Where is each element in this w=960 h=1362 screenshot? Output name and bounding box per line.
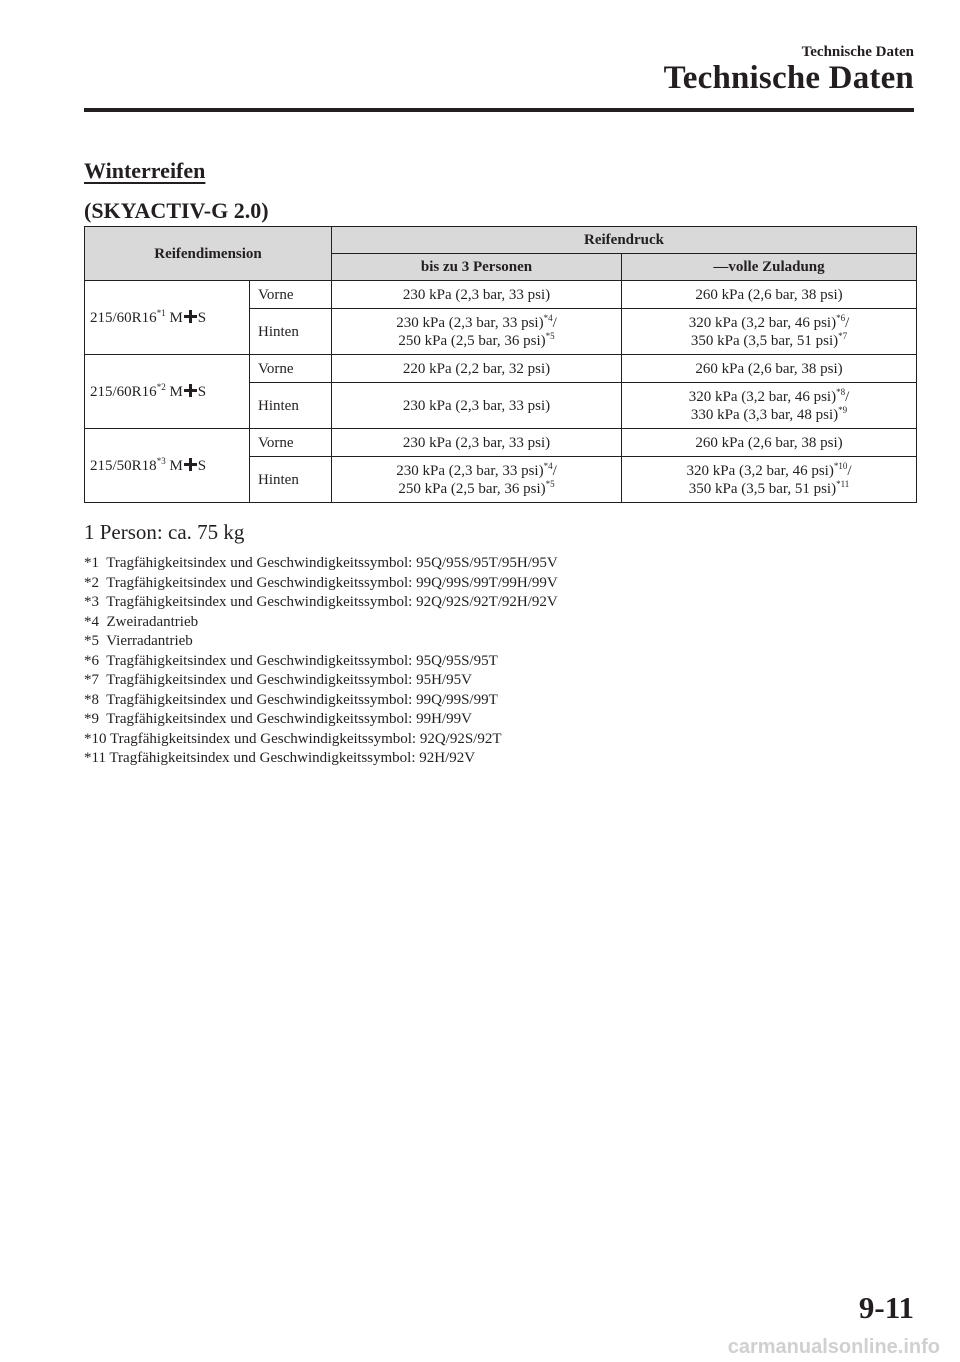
footnote-ref: *9 bbox=[838, 404, 848, 415]
header-up-to-3-persons: bis zu 3 Personen bbox=[332, 254, 622, 281]
table-row bbox=[85, 429, 917, 457]
pressure-value: 350 kPa (3,5 bar, 51 psi) bbox=[690, 332, 839, 349]
pressure-front-up-to-3: 220 kPa (2,2 bar, 32 psi) bbox=[332, 355, 622, 383]
footnote-item: *10 Tragfähigkeitsindex und Geschwindigkeitssymbol: 92Q/92S/92T bbox=[84, 730, 502, 747]
tire-dimension-cell bbox=[85, 429, 250, 503]
footnote-item: *5 Vierradantrieb bbox=[84, 633, 193, 649]
pressure-value: 230 kPa (2,3 bar, 33 psi) bbox=[396, 462, 544, 479]
plus-icon bbox=[184, 458, 197, 471]
tire-dimension-cell bbox=[85, 281, 250, 355]
pressure-front-full: 260 kPa (2,6 bar, 38 psi) bbox=[622, 281, 917, 309]
footnote-ref: *4 bbox=[543, 312, 553, 323]
person-weight-note: 1 Person: ca. 75 kg bbox=[84, 520, 245, 544]
pressure-rear-full bbox=[622, 457, 917, 503]
footnote-ref: *3 bbox=[156, 455, 166, 466]
footnote-ref: *8 bbox=[836, 386, 846, 397]
separator: / bbox=[847, 462, 852, 479]
footnote-item: *6 Tragfähigkeitsindex und Geschwindigkeitssymbol: 95Q/95S/95T bbox=[84, 652, 498, 669]
pressure-value: 320 kPa (3,2 bar, 46 psi) bbox=[688, 388, 837, 405]
position-rear: Hinten bbox=[250, 383, 332, 429]
pressure-value: 350 kPa (3,5 bar, 51 psi) bbox=[688, 480, 837, 497]
separator: / bbox=[845, 314, 850, 331]
pressure-front-full: 260 kPa (2,6 bar, 38 psi) bbox=[622, 429, 917, 457]
pressure-value: 230 kPa (2,3 bar, 33 psi) bbox=[396, 314, 544, 331]
position-rear: Hinten bbox=[250, 309, 332, 355]
header-rule bbox=[84, 108, 914, 112]
footnote-ref: *1 bbox=[156, 307, 166, 318]
footnote-ref: *11 bbox=[836, 478, 850, 489]
ms-letter-m: M bbox=[169, 457, 183, 474]
pressure-rear-up-to-3: 230 kPa (2,3 bar, 33 psi) bbox=[332, 383, 622, 429]
pressure-rear-full bbox=[622, 309, 917, 355]
footnote-ref: *2 bbox=[156, 381, 166, 392]
separator: / bbox=[845, 388, 850, 405]
pressure-value: 320 kPa (3,2 bar, 46 psi) bbox=[688, 314, 837, 331]
pressure-rear-up-to-3 bbox=[332, 457, 622, 503]
footnote-ref: *5 bbox=[545, 330, 555, 341]
pressure-rear-full bbox=[622, 383, 917, 429]
footnote-ref: *6 bbox=[836, 312, 846, 323]
footnote-item: *11 Tragfähigkeitsindex und Geschwindigkeitssymbol: 92H/92V bbox=[84, 750, 476, 766]
watermark: carmanualsonline.info bbox=[727, 1336, 940, 1358]
pressure-value: 330 kPa (3,3 bar, 48 psi) bbox=[690, 406, 839, 423]
footnote-ref: *7 bbox=[838, 330, 848, 341]
position-front: Vorne bbox=[250, 281, 332, 309]
header-tire-dimension: Reifendimension bbox=[85, 227, 332, 281]
footnote-item: *9 Tragfähigkeitsindex und Geschwindigkeitssymbol: 99H/99V bbox=[84, 711, 472, 727]
footnote-item: *4 Zweiradantrieb bbox=[84, 613, 199, 630]
ms-letter-s: S bbox=[197, 383, 207, 400]
table-row bbox=[85, 355, 917, 383]
footnote-ref: *5 bbox=[545, 478, 555, 489]
table-row bbox=[85, 281, 917, 309]
footnote-ref: *10 bbox=[833, 460, 848, 471]
footnote-item: *2 Tragfähigkeitsindex und Geschwindigkeitssymbol: 99Q/99S/99T/99H/99V bbox=[84, 574, 558, 591]
page-number: 9-11 bbox=[858, 1290, 914, 1325]
tire-pressure-table bbox=[84, 226, 917, 503]
pressure-value: 250 kPa (2,5 bar, 36 psi) bbox=[398, 480, 546, 497]
chapter-title: Technische Daten bbox=[663, 60, 914, 96]
position-front: Vorne bbox=[250, 429, 332, 457]
engine-subtitle: (SKYACTIV-G 2.0) bbox=[84, 198, 269, 223]
separator: / bbox=[552, 462, 557, 479]
pressure-front-full: 260 kPa (2,6 bar, 38 psi) bbox=[622, 355, 917, 383]
position-rear: Hinten bbox=[250, 457, 332, 503]
header-full-load: —volle Zuladung bbox=[622, 254, 917, 281]
tire-dimension-cell bbox=[85, 355, 250, 429]
tire-dimension: 215/50R18 bbox=[90, 457, 157, 474]
separator: / bbox=[552, 314, 557, 331]
ms-letter-s: S bbox=[197, 309, 207, 326]
section-title: Winterreifen bbox=[84, 158, 206, 183]
footnote-item: *1 Tragfähigkeitsindex und Geschwindigkeitssymbol: 95Q/95S/95T/95H/95V bbox=[84, 555, 558, 571]
plus-icon bbox=[184, 310, 197, 323]
tire-dimension: 215/60R16 bbox=[90, 309, 157, 326]
footnote-item: *7 Tragfähigkeitsindex und Geschwindigkeitssymbol: 95H/95V bbox=[84, 672, 472, 688]
pressure-front-up-to-3: 230 kPa (2,3 bar, 33 psi) bbox=[332, 429, 622, 457]
position-front: Vorne bbox=[250, 355, 332, 383]
footnote-list bbox=[84, 554, 558, 769]
pressure-value: 320 kPa (3,2 bar, 46 psi) bbox=[686, 462, 834, 479]
ms-letter-m: M bbox=[169, 383, 183, 400]
footnote-item: *3 Tragfähigkeitsindex und Geschwindigkeitssymbol: 92Q/92S/92T/92H/92V bbox=[84, 594, 558, 610]
plus-icon bbox=[184, 384, 197, 397]
ms-letter-s: S bbox=[197, 457, 207, 474]
running-header: Technische Daten bbox=[801, 44, 914, 60]
ms-letter-m: M bbox=[169, 309, 183, 326]
pressure-front-up-to-3: 230 kPa (2,3 bar, 33 psi) bbox=[332, 281, 622, 309]
header-tire-pressure: Reifendruck bbox=[332, 227, 917, 254]
pressure-rear-up-to-3 bbox=[332, 309, 622, 355]
tire-dimension: 215/60R16 bbox=[90, 383, 157, 400]
footnote-ref: *4 bbox=[543, 460, 553, 471]
footnote-item: *8 Tragfähigkeitsindex und Geschwindigkeitssymbol: 99Q/99S/99T bbox=[84, 691, 498, 708]
pressure-value: 250 kPa (2,5 bar, 36 psi) bbox=[398, 332, 546, 349]
